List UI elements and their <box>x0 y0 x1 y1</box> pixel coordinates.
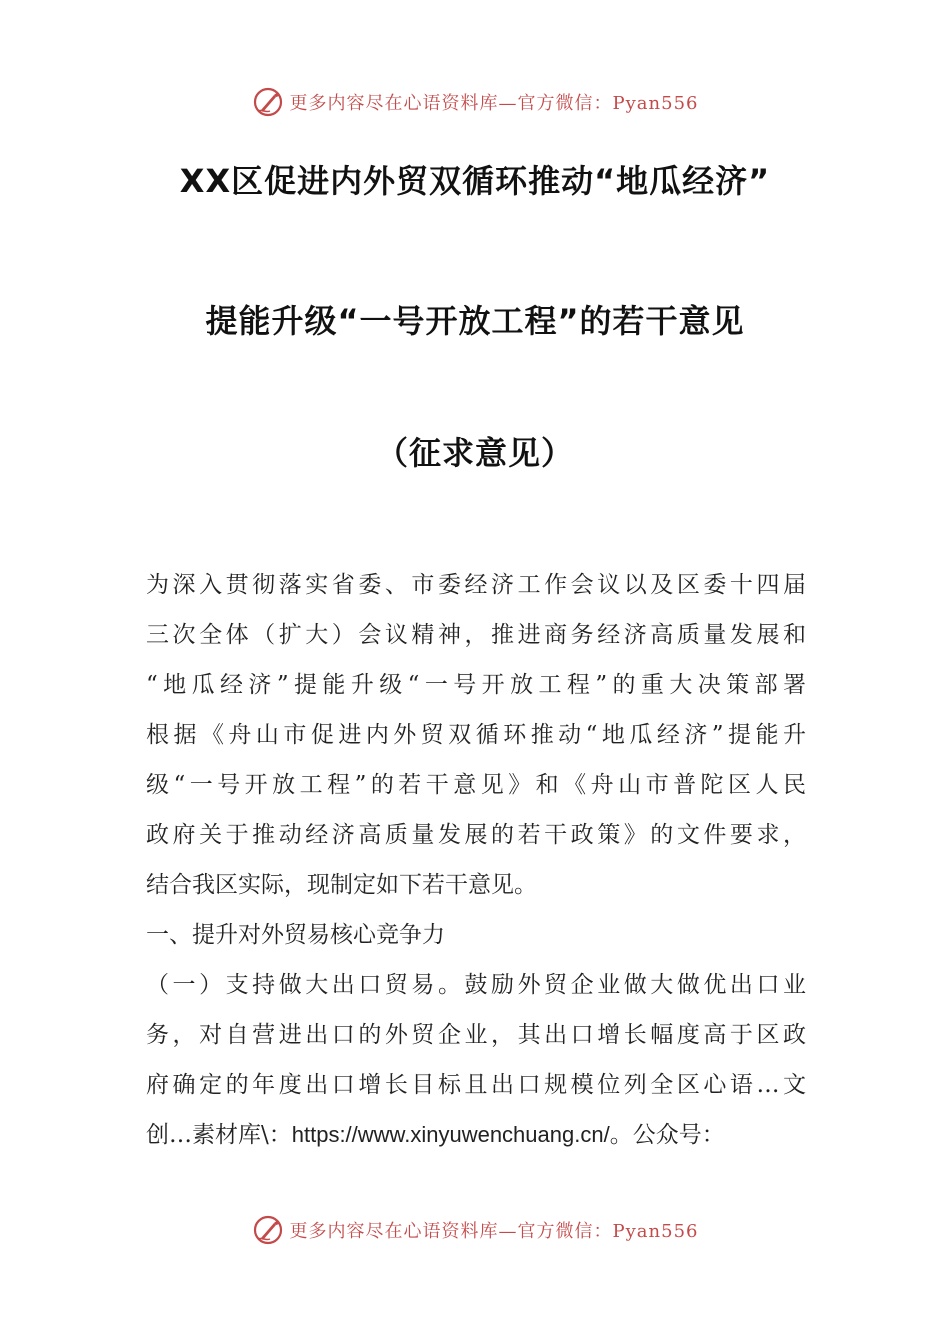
body-line: 根据《舟山市促进内外贸双循环推动“地瓜经济”提能升 <box>146 722 806 748</box>
watermark-banner-bottom <box>0 1208 950 1252</box>
watermark-text: 更多内容尽在心语资料库—官方微信：Pyan556 <box>289 93 699 114</box>
quill-logo-icon <box>252 86 284 118</box>
body-line: 级“一号开放工程”的若干意见》和《舟山市普陀区人民 <box>146 772 806 798</box>
document-subtitle: （征求意见） <box>375 434 574 472</box>
body-line: 府确定的年度出口增长目标且出口规模位列全区心语…文 <box>146 1072 806 1098</box>
watermark-text: 更多内容尽在心语资料库—官方微信：Pyan556 <box>289 1221 699 1242</box>
body-line: 结合我区实际，现制定如下若干意见。 <box>146 872 537 898</box>
link-prefix: 创…素材库\： <box>146 1122 292 1148</box>
document-title-line-2: 提能升级“一号开放工程”的若干意见 <box>205 302 745 340</box>
quill-logo-icon <box>252 1214 284 1246</box>
body-line: 务，对自营进出口的外贸企业，其出口增长幅度高于区政 <box>146 1022 806 1048</box>
body-line: “地瓜经济”提能升级“一号开放工程”的重大决策部署 <box>146 672 806 698</box>
body-line: （一）支持做大出口贸易。鼓励外贸企业做大做优出口业 <box>146 972 806 998</box>
body-line-with-link <box>146 1110 806 1160</box>
body-line: 政府关于推动经济高质量发展的若干政策》的文件要求， <box>146 822 806 848</box>
link-suffix: 。公众号： <box>609 1122 725 1148</box>
body-line: 三次全体（扩大）会议精神，推进商务经济高质量发展和 <box>146 622 806 648</box>
section-heading: 一、提升对外贸易核心竞争力 <box>146 922 445 948</box>
website-link[interactable]: https://www.xinyuwenchuang.cn/ <box>291 1122 610 1147</box>
document-body <box>146 560 806 1160</box>
document-title-line-1: XX区促进内外贸双循环推动“地瓜经济” <box>179 162 771 200</box>
body-line: 为深入贯彻落实省委、市委经济工作会议以及区委十四届 <box>146 572 806 598</box>
watermark-banner-top <box>0 80 950 124</box>
